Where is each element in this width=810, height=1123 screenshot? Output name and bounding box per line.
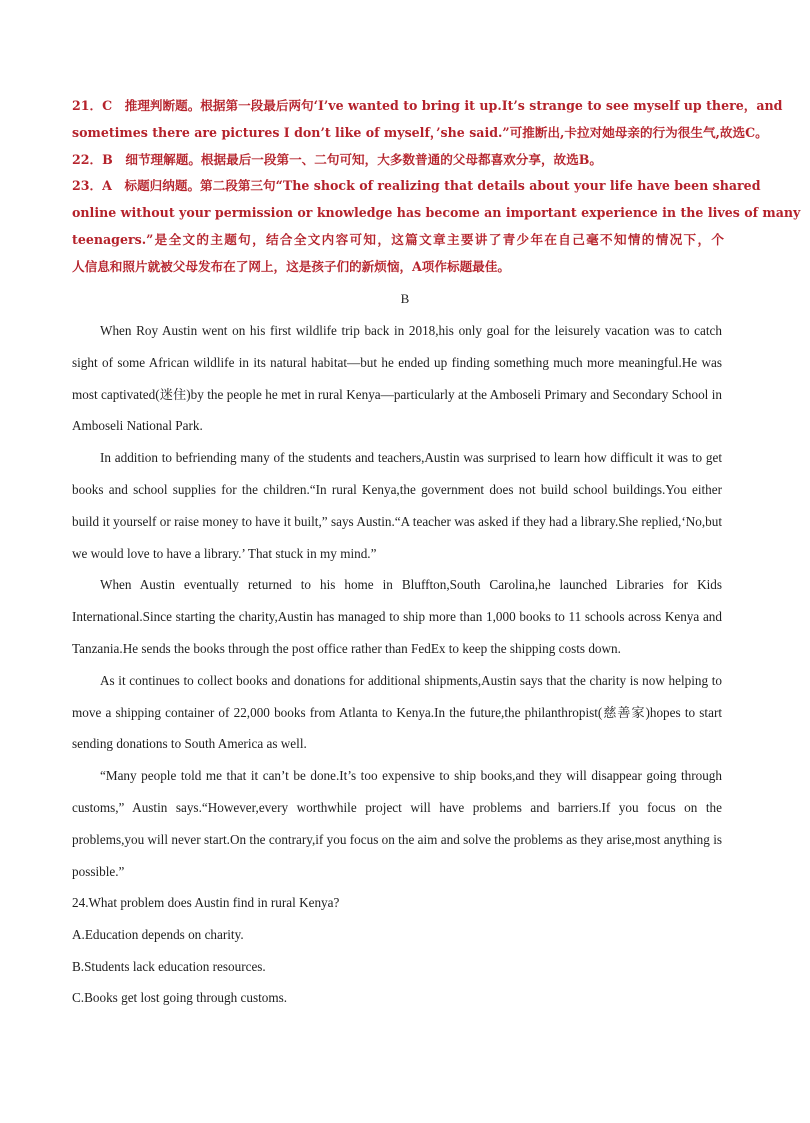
option-c: C.Books get lost going through customs.: [72, 990, 288, 1006]
paragraph-1: When Roy Austin went on his first wildlife trip back in 2018,his only goal for the leisurely vacation was to catch sight of some African wildlife in its natural habitat—but he ended up finding something much more meaningful.He was most captivated(迷住)by the people he met in rural Kenya—particularly at the Amboseli Primary and Secondary School in Amboseli National Park.: [72, 323, 722, 434]
answer-23-line-1: 23．A 标题归纳题。第二段第三句“The shock of realizing that details about your life have been shared: [72, 178, 761, 194]
answer-23-line-4: 人信息和照片就被父母发布在了网上，这是孩子们的新烦恼，A项作标题最佳。: [72, 258, 510, 274]
answer-22-line-1: 22．B 细节理解题。根据最后一段第一、二句可知，大多数普通的父母都喜欢分享，故选B。: [72, 151, 602, 167]
reading-passage: [72, 315, 722, 887]
paragraph-3: When Austin eventually returned to his home in Bluffton,South Carolina,he launched Libraries for Kids International.Since starting the charity,Austin has managed to ship more than 1,000 books to 11 schools across Kenya and Tanzania.He sends the books through the post office rather than FedEx to keep the shipping costs down.: [72, 577, 722, 656]
answer-21-line-1: 21．C 推理判断题。根据第一段最后两句‘I’ve wanted to bring it up.It’s strange to see myself up there，and: [72, 98, 783, 113]
question-stem: 24.What problem does Austin find in rural Kenya?: [72, 895, 340, 910]
option-b: B.Students lack education resources.: [72, 958, 266, 974]
paragraph-5: “Many people told me that it can’t be done.It’s too expensive to ship books,and they will disappear going through customs,” Austin says.“However,every worthwhile project will have problems and barriers.If you focus on the problems,you will never start.On the contrary,if you focus on the aim and solve the problems as they arise,most anything is possible.”: [72, 768, 722, 879]
answer-23-line-3: teenagers.”是全文的主题句，结合全文内容可知，这篇文章主要讲了青少年在自己毫不知情的情况下，个: [72, 231, 724, 247]
answer-key: [72, 93, 801, 281]
section-label: B: [400, 291, 410, 306]
paragraph-4: As it continues to collect books and donations for additional shipments,Austin says that the charity is now helping to move a shipping container of 22,000 books from Atlanta to Kenya.In the future,the philanthropist(慈善家)hopes to start sending donations to South America as well.: [72, 672, 722, 752]
answer-21-line-2: sometimes there are pictures I don’t like of myself，’she said.”可推断出,卡拉对她母亲的行为很生气,故选C。: [72, 124, 768, 140]
option-a: A.Education depends on charity.: [72, 926, 244, 942]
question-24: [72, 887, 722, 1014]
paragraph-2: In addition to befriending many of the students and teachers,Austin was surprised to learn how difficult it was to get books and school supplies for the children.“In rural Kenya,the government does not build school buildings.You either build it yourself or raise money to have it built,” says Austin.“A teacher was asked if they had a library.She replied,‘No,but we would love to have a library.’ That stuck in my mind.”: [72, 450, 722, 561]
answer-23-line-2: online without your permission or knowledge has become an important experience in the lives of many: [72, 205, 801, 221]
